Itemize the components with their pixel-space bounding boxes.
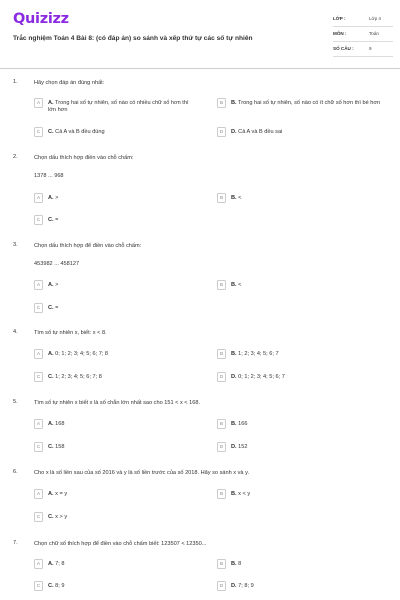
question-number: 6.	[13, 469, 18, 475]
option-letter-box: C	[34, 581, 43, 591]
option-letter-box: C	[34, 303, 43, 313]
question-text: Chọn dấu thích hợp để điền vào chỗ chấm:	[34, 243, 142, 249]
option-text: C. =	[48, 304, 59, 311]
meta-row-class	[333, 12, 393, 27]
option-text: A. >	[48, 194, 59, 201]
meta-label: MÔN :	[333, 31, 347, 36]
option-text: A. >	[48, 281, 59, 288]
option-letter-box: C	[34, 442, 43, 452]
option-letter-box: D	[217, 442, 226, 452]
option-text: D. Cả A và B đều sai	[231, 128, 283, 135]
meta-value: Toán	[369, 31, 379, 36]
option-text: B. <	[231, 281, 242, 288]
option-text: C. x > y	[48, 513, 68, 520]
option-text: C. =	[48, 216, 59, 223]
option-letter-box: B	[217, 193, 226, 203]
question-text: Tìm số tự nhiên x, biết: x < 8.	[34, 330, 107, 336]
option-text: D. 0; 1; 2; 3; 4; 5; 6; 7	[231, 373, 285, 380]
option-text: B. Trong hai số tự nhiên, số nào có ít chữ số hơn thì bé hơn	[231, 99, 381, 106]
option-text: C. 1; 2; 3; 4; 5; 6; 7; 8	[48, 373, 102, 380]
question-number: 4.	[13, 329, 18, 335]
option-text: A. x = y	[48, 490, 68, 497]
option-letter-box: A	[34, 98, 43, 108]
worksheet-meta	[333, 12, 393, 57]
option-letter-box: B	[217, 419, 226, 429]
option-text: D. 152	[231, 443, 248, 450]
question-expression: 453982 ... 458127	[34, 261, 80, 267]
option-letter-box: A	[34, 280, 43, 290]
worksheet-title: Trắc nghiệm Toán 4 Bài 8: (có đáp án) so sánh và xếp thứ tự các số tự nhiên	[13, 35, 253, 42]
question-number: 1.	[13, 79, 18, 85]
question-number: 3.	[13, 242, 18, 248]
option-text: B. 1; 2; 3; 4; 5; 6; 7	[231, 350, 279, 357]
meta-row-subject	[333, 27, 393, 42]
option-text: A. 168	[48, 420, 65, 427]
option-text: A. 7; 8	[48, 560, 65, 567]
meta-label: LỚP :	[333, 16, 346, 21]
option-letter-box: B	[217, 559, 226, 569]
option-letter-box: B	[217, 349, 226, 359]
option-text: D. 7; 8; 9	[231, 582, 254, 589]
option-text: B. x < y	[231, 490, 251, 497]
option-text: B. 166	[231, 420, 248, 427]
meta-value: 9	[369, 46, 372, 51]
question-text: Hãy chọn đáp án đúng nhất:	[34, 80, 105, 86]
option-letter-box: C	[34, 127, 43, 137]
option-text: A. 0; 1; 2; 3; 4; 5; 6; 7; 8	[48, 350, 109, 357]
option-letter-box: C	[34, 512, 43, 522]
header-divider	[0, 68, 400, 69]
option-text: A. Trong hai số tự nhiên, số nào có nhiều chữ số hơn thì lớn hơn	[48, 99, 189, 113]
option-letter-box: B	[217, 280, 226, 290]
question-text: Chọn dấu thích hợp điền vào chỗ chấm:	[34, 155, 134, 161]
option-letter-box: B	[217, 489, 226, 499]
worksheet-header	[13, 10, 387, 68]
meta-label: SỐ CÂU :	[333, 46, 354, 51]
quizizz-logo: Quizizz	[13, 11, 69, 27]
option-letter-box: D	[217, 581, 226, 591]
option-letter-box: A	[34, 489, 43, 499]
question-expression: 1378 ... 968	[34, 173, 64, 179]
option-letter-box: D	[217, 127, 226, 137]
question-text: Chọn chữ số thích hợp để điền vào chỗ chấm biết: 123507 < 12350...	[34, 541, 207, 547]
question-number: 7.	[13, 540, 18, 546]
question-text: Cho x là số liền sau của số 2016 và y là số liền trước của số 2018. Hãy so sánh x và y.	[34, 470, 250, 476]
option-letter-box: C	[34, 215, 43, 225]
option-letter-box: A	[34, 193, 43, 203]
meta-row-question-count	[333, 42, 393, 57]
option-letter-box: A	[34, 419, 43, 429]
question-number: 5.	[13, 399, 18, 405]
option-letter-box: D	[217, 372, 226, 382]
option-letter-box: B	[217, 98, 226, 108]
option-text: B. 8	[231, 560, 242, 567]
option-letter-box: A	[34, 559, 43, 569]
question-number: 2.	[13, 154, 18, 160]
option-letter-box: C	[34, 372, 43, 382]
option-text: B. <	[231, 194, 242, 201]
option-letter-box: A	[34, 349, 43, 359]
option-text: C. Cả A và B đều đúng	[48, 128, 105, 135]
question-text: Tìm số tự nhiên x biết x là số chẵn lớn nhất sao cho 151 < x < 168.	[34, 400, 200, 406]
meta-value: Lớp 4	[369, 16, 381, 21]
option-text: C. 8; 9	[48, 582, 65, 589]
option-text: C. 158	[48, 443, 65, 450]
